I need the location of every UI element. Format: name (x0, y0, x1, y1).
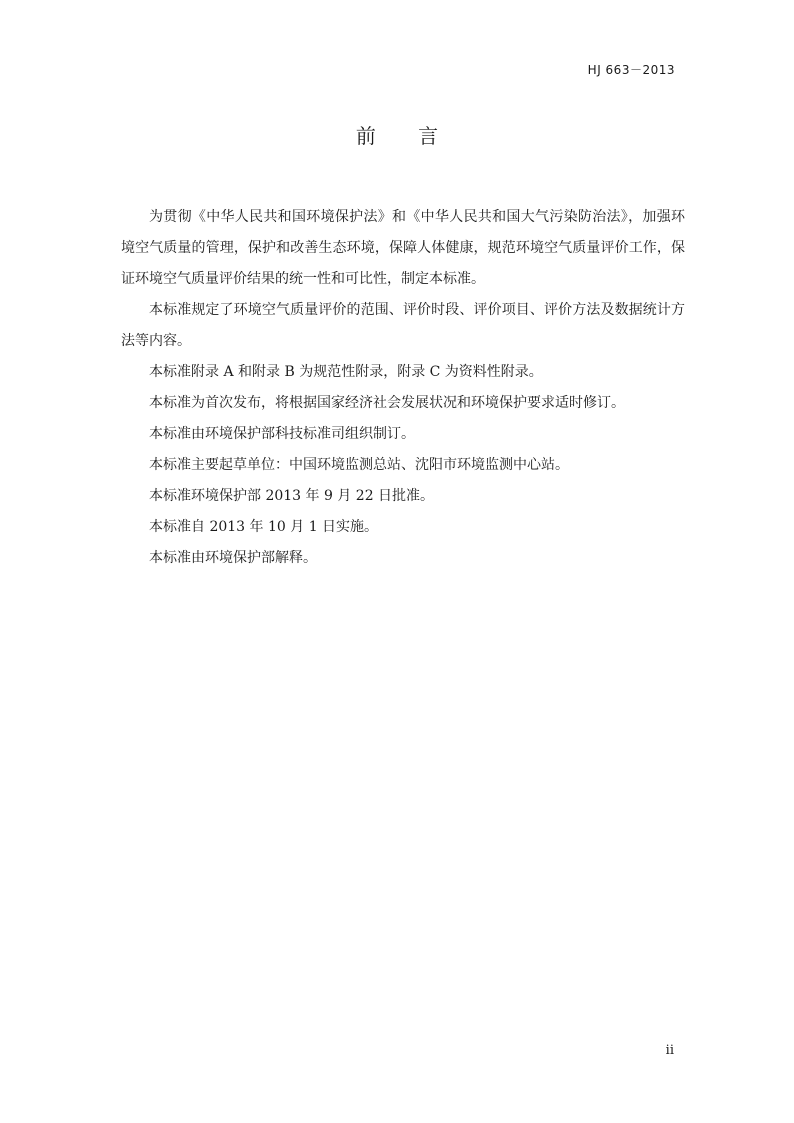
paragraph-drafters: 本标准主要起草单位：中国环境监测总站、沈阳市环境监测中心站。 (149, 457, 569, 473)
paragraph-approval: 本标准环境保护部 2013 年 9 月 22 日批准。 (149, 488, 435, 504)
paragraph-interpretation: 本标准由环境保护部解释。 (149, 550, 317, 566)
paragraph-effective-date: 本标准自 2013 年 10 月 1 日实施。 (149, 519, 379, 535)
standard-code: HJ 663－2013 (587, 63, 675, 77)
paragraph-scope: 本标准规定了环境空气质量评价的范围、评价时段、评价项目、评价方法及数据统计方法等内容。 (121, 302, 685, 349)
paragraph-appendices: 本标准附录 A 和附录 B 为规范性附录，附录 C 为资料性附录。 (149, 364, 543, 380)
paragraph-organizer: 本标准由环境保护部科技标准司组织制订。 (149, 426, 415, 442)
foreword-body (121, 202, 685, 574)
page-title: 前 言 (355, 124, 457, 148)
paragraph-first-release: 本标准为首次发布，将根据国家经济社会发展状况和环境保护要求适时修订。 (149, 395, 625, 411)
page-number: ii (665, 1043, 674, 1058)
paragraph-purpose: 为贯彻《中华人民共和国环境保护法》和《中华人民共和国大气污染防治法》，加强环境空气质量的管理，保护和改善生态环境，保障人体健康，规范环境空气质量评价工作，保证环境空气质量评价结果的统一性和可比性，制定本标准。 (121, 209, 685, 287)
